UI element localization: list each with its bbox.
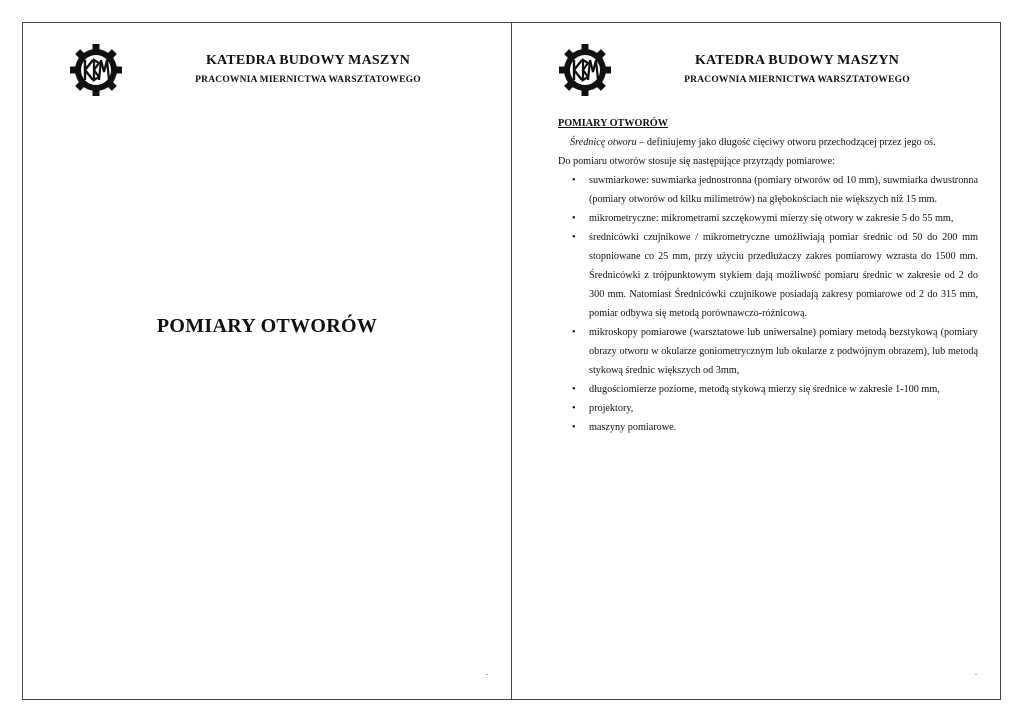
bullet-icon: • [572, 422, 576, 433]
bullet-icon: • [572, 175, 576, 186]
bullet-icon: • [572, 403, 576, 414]
bullet-icon: • [572, 213, 576, 224]
header-subtitle: PRACOWNIA MIERNICTWA WARSZTATOWEGO [684, 75, 910, 85]
bullet-icon: • [572, 232, 576, 243]
list-item: • mikrometryczne: mikrometrami szczękowymi mierzy się otwory w zakresie 5 do 55 mm, [558, 209, 978, 228]
page-footer-mark: . [975, 668, 977, 677]
instrument-list [558, 171, 978, 437]
header-subtitle: PRACOWNIA MIERNICTWA WARSZTATOWEGO [195, 75, 421, 85]
kbm-gear-logo-icon [70, 44, 122, 96]
definition-term: Średnicę otworu [570, 137, 637, 148]
kbm-gear-logo-icon [559, 44, 611, 96]
page-header [632, 53, 962, 85]
list-item: • projektory, [558, 399, 978, 418]
list-item: • mikroskopy pomiarowe (warsztatowe lub uniwersalne) pomiary metodą bezstykową (pomiary obrazy otworu w okularze goniometrycznym lub okularze z podwójnym obrazem), lub metodą stykową średnic większych od 3mm, [558, 323, 978, 380]
list-item: • maszyny pomiarowe. [558, 418, 978, 437]
header-title: KATEDRA BUDOWY MASZYN [205, 53, 411, 68]
cover-title: POMIARY OTWORÓW [156, 315, 378, 337]
left-page [23, 23, 511, 699]
page-header [143, 53, 473, 85]
document-spread [22, 22, 1001, 700]
definition-text: – definiujemy jako długość cięciwy otworu przechodzącej przez jego oś. [636, 137, 936, 148]
definition-paragraph [558, 133, 978, 152]
bullet-icon: • [572, 384, 576, 395]
list-item: • suwmiarkowe: suwmiarka jednostronna (pomiary otworów od 10 mm), suwmiarka dwustronna (pomiary otworów od kilku milimetrów) na głębokościach nie większych niż 15 mm. [558, 171, 978, 209]
list-item: • długościomierze poziome, metodą stykową mierzy się średnice w zakresie 1-100 mm, [558, 380, 978, 399]
header-title: KATEDRA BUDOWY MASZYN [694, 53, 900, 68]
page-footer-mark: . [486, 668, 488, 677]
list-item: • średnicówki czujnikowe / mikrometryczne umożliwiają pomiar średnic od 50 do 200 mm stopniowane co 25 mm, przy użyciu przedłużaczy zakres pomiarowy wzrasta do 1500 mm. Średnicówki z trójpunktowym stykiem dają możliwość pomiaru średnic w zakresie od 2 do 300 mm. Natomiast Średnicówki czujnikowe posiadają zakresy pomiarowe od 2 do 315 mm, pomiar odbywa się metodą porównawczo-różnicową. [558, 228, 978, 323]
page-content [558, 114, 978, 437]
intro-paragraph: Do pomiaru otworów stosuje się następujące przyrządy pomiarowe: [558, 156, 835, 167]
section-title: POMIARY OTWORÓW [558, 118, 668, 129]
bullet-icon: • [572, 327, 576, 338]
right-page [512, 23, 1000, 699]
